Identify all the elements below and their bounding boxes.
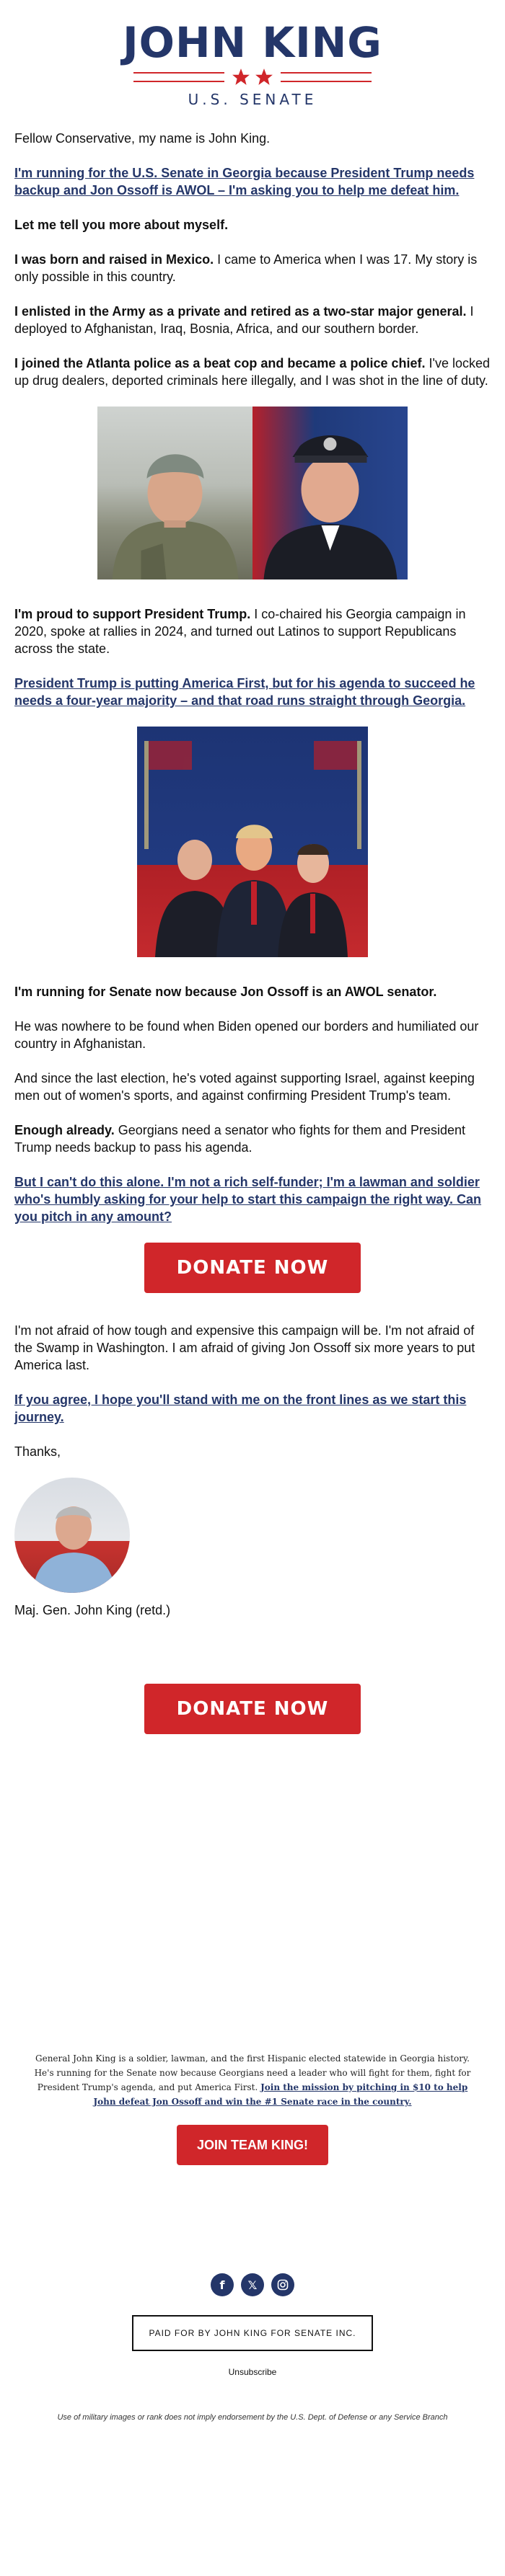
- disclaimer: Use of military images or rank does not imply endorsement by the U.S. Dept. of Defense or any Service Branch: [57, 2413, 448, 2422]
- spacer-unsub: [0, 2377, 505, 2413]
- stars: [224, 68, 281, 86]
- group-figures: [137, 727, 368, 957]
- signature-photo: [14, 1478, 130, 1593]
- facebook-icon[interactable]: f: [211, 2273, 234, 2296]
- police-figure: [252, 407, 408, 579]
- unsubscribe-link[interactable]: Unsubscribe: [228, 2367, 277, 2377]
- greeting: Fellow Conservative, my name is John King.: [14, 131, 271, 146]
- enough-paragraph: [14, 1122, 491, 1156]
- footer-link[interactable]: Join the mission by pitching in $10 to help John defeat Jon Ossoff and win the #1 Senate race in the country.: [93, 2082, 468, 2107]
- instagram-icon[interactable]: [271, 2273, 294, 2296]
- born-paragraph: [14, 251, 491, 285]
- logo-name: JOHN KING: [123, 18, 382, 67]
- header-logo: [0, 0, 505, 130]
- footer-blurb: [0, 2051, 505, 2165]
- nowhere-paragraph: He was nowhere to be found when Biden opened our borders and humiliated our country in Afghanistan.: [14, 1019, 479, 1051]
- spacer-footer: [0, 2165, 505, 2273]
- voted-paragraph: And since the last election, he's voted against supporting Israel, against keeping men out of women's sports, and against confirming President Trump's team.: [14, 1071, 475, 1103]
- soldier-photo: [97, 407, 252, 579]
- spacer-social: [0, 2296, 505, 2315]
- agenda-link[interactable]: President Trump is putting America First, but for his agenda to succeed he needs a four-year majority – and that road runs straight through Georgia.: [14, 676, 475, 708]
- signature: Maj. Gen. John King (retd.): [14, 1603, 171, 1617]
- born-bold: I was born and raised in Mexico.: [14, 252, 214, 267]
- star-icon: [232, 68, 250, 86]
- signature-figure: [14, 1478, 130, 1593]
- spacer-large: [0, 1763, 505, 2051]
- army-paragraph: [14, 303, 491, 337]
- donate-button-1[interactable]: DONATE NOW: [144, 1243, 361, 1293]
- born-rest: I came to America when I was 17. My story is only possible in this country.: [14, 252, 478, 284]
- instagram-glyph: [277, 2279, 289, 2291]
- footer-text: General John King is a soldier, lawman, and the first Hispanic elected statewide in Georgia history. He's running for the Senate now because Georgians need a leader who will fight for them, fight for President Trump's agenda, and put America First.: [34, 2053, 471, 2092]
- donate-wrap-1: [14, 1243, 491, 1293]
- photo-group: [137, 727, 368, 957]
- paid-for-box: PAID FOR BY JOHN KING FOR SENATE INC.: [132, 2315, 373, 2351]
- join-team-button[interactable]: JOIN TEAM KING!: [177, 2125, 328, 2165]
- pitch-link[interactable]: But I can't do this alone. I'm not a rich self-funder; I'm a lawman and soldier who's humbly asking for your help to start this campaign the right way. Can you pitch in any amount?: [14, 1175, 482, 1224]
- police-paragraph: [14, 355, 491, 389]
- photo-military-police: [97, 407, 408, 579]
- spacer: [14, 1636, 491, 1679]
- trump-bold: I'm proud to support President Trump.: [14, 607, 251, 621]
- x-icon[interactable]: 𝕏: [241, 2273, 264, 2296]
- donate-button-2[interactable]: DONATE NOW: [144, 1684, 361, 1734]
- army-rest: I deployed to Afghanistan, Iraq, Bosnia, Africa, and our southern border.: [14, 304, 474, 336]
- rule-left: [133, 72, 224, 82]
- star-icon: [255, 68, 273, 86]
- police-photo: [252, 407, 408, 579]
- police-bold: I joined the Atlanta police as a beat cop and became a police chief.: [14, 356, 426, 370]
- spacer-paid: [0, 2351, 505, 2367]
- army-bold: I enlisted in the Army as a private and retired as a two-star major general.: [14, 304, 467, 319]
- afraid-paragraph: I'm not afraid of how tough and expensive this campaign will be. I'm not afraid of the Swamp in Washington. I am afraid of giving Jon Ossoff six more years to put America last.: [14, 1323, 475, 1372]
- enough-bold: Enough already.: [14, 1123, 115, 1137]
- social-links: [0, 2273, 505, 2296]
- intro-link[interactable]: I'm running for the U.S. Senate in Georgia because President Trump needs backup and Jon Ossoff is AWOL – I'm asking you to help me defeat him.: [14, 166, 475, 197]
- thanks: Thanks,: [14, 1444, 61, 1459]
- awol-bold: I'm running for Senate now because Jon Ossoff is an AWOL senator.: [14, 985, 437, 999]
- donate-wrap-2: [14, 1684, 491, 1734]
- rule-right: [281, 72, 372, 82]
- police-rest: I've locked up drug dealers, deported criminals here illegally, and I was shot in the line of duty.: [14, 356, 490, 388]
- enough-rest: Georgians need a senator who fights for them and President Trump needs backup to pass his agenda.: [14, 1123, 465, 1155]
- trump-rest: I co-chaired his Georgia campaign in 2020, spoke at rallies in 2024, and turned out Latinos to support Republicans across the state.: [14, 607, 466, 656]
- email-body: [0, 130, 505, 1734]
- trump-paragraph: [14, 605, 491, 657]
- logo-subtitle: U.S. SENATE: [188, 91, 317, 108]
- logo-rule: [133, 68, 372, 86]
- soldier-figure: [97, 407, 252, 579]
- agree-link[interactable]: If you agree, I hope you'll stand with me on the front lines as we start this journey.: [14, 1393, 467, 1424]
- more-about: Let me tell you more about myself.: [14, 218, 229, 232]
